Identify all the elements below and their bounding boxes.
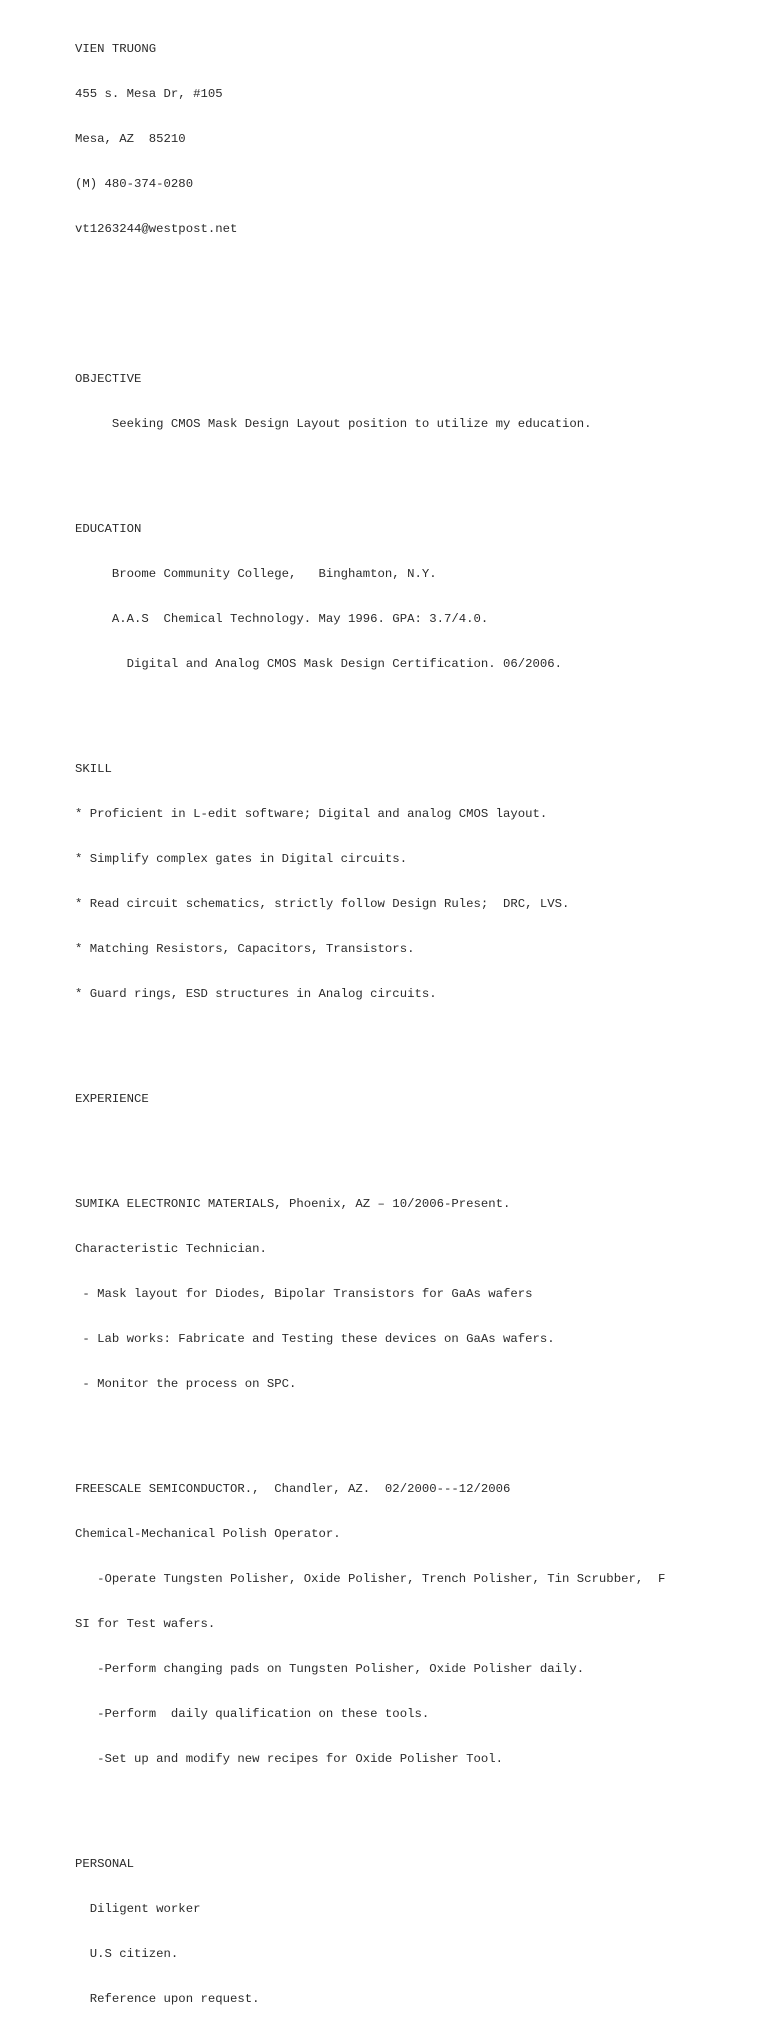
contact-name: VIEN TRUONG [75,42,157,56]
contact-address-line2: Mesa, AZ 85210 [75,132,186,146]
resume-document [75,12,755,2022]
education-line: Digital and Analog CMOS Mask Design Certification. 06/2006. [75,657,563,671]
spacer [75,702,755,717]
skill-heading: SKILL [75,762,112,776]
spacer [75,462,755,477]
job-duty: -Operate Tungsten Polisher, Oxide Polisher, Trench Polisher, Tin Scrubber, F [75,1572,666,1586]
skill-item: * Simplify complex gates in Digital circuits. [75,852,408,866]
personal-item: Diligent worker [75,1902,201,1916]
skill-item: * Guard rings, ESD structures in Analog circuits. [75,987,437,1001]
job-duty: SI for Test wafers. [75,1617,216,1631]
job-employer: FREESCALE SEMICONDUCTOR., Chandler, AZ. 02/2000---12/2006 [75,1482,511,1496]
spacer [75,1797,755,1812]
job-duty: -Perform daily qualification on these tools. [75,1707,430,1721]
objective-heading: OBJECTIVE [75,372,142,386]
job-duty: - Lab works: Fabricate and Testing these devices on GaAs wafers. [75,1332,555,1346]
job-duty: -Perform changing pads on Tungsten Polisher, Oxide Polisher daily. [75,1662,585,1676]
personal-item: U.S citizen. [75,1947,179,1961]
spacer [75,1422,755,1437]
skill-item: * Read circuit schematics, strictly follow Design Rules; DRC, LVS. [75,897,570,911]
skill-item: * Proficient in L-edit software; Digital and analog CMOS layout. [75,807,548,821]
spacer [75,267,755,282]
personal-item: Reference upon request. [75,1992,260,2006]
spacer [75,1032,755,1047]
contact-address-line1: 455 s. Mesa Dr, #105 [75,87,223,101]
skill-item: * Matching Resistors, Capacitors, Transistors. [75,942,415,956]
education-line: Broome Community College, Binghamton, N.Y. [75,567,437,581]
spacer [75,1137,755,1152]
spacer [75,312,755,327]
experience-heading: EXPERIENCE [75,1092,149,1106]
personal-heading: PERSONAL [75,1857,135,1871]
education-heading: EDUCATION [75,522,142,536]
job-title: Characteristic Technician. [75,1242,267,1256]
contact-email: vt1263244@westpost.net [75,222,238,236]
objective-text: Seeking CMOS Mask Design Layout position to utilize my education. [75,417,592,431]
contact-phone: (M) 480-374-0280 [75,177,194,191]
education-line: A.A.S Chemical Technology. May 1996. GPA: 3.7/4.0. [75,612,489,626]
job-duty: - Mask layout for Diodes, Bipolar Transistors for GaAs wafers [75,1287,533,1301]
job-duty: -Set up and modify new recipes for Oxide Polisher Tool. [75,1752,504,1766]
job-duty: - Monitor the process on SPC. [75,1377,297,1391]
job-title: Chemical-Mechanical Polish Operator. [75,1527,341,1541]
job-employer: SUMIKA ELECTRONIC MATERIALS, Phoenix, AZ – 10/2006-Present. [75,1197,511,1211]
